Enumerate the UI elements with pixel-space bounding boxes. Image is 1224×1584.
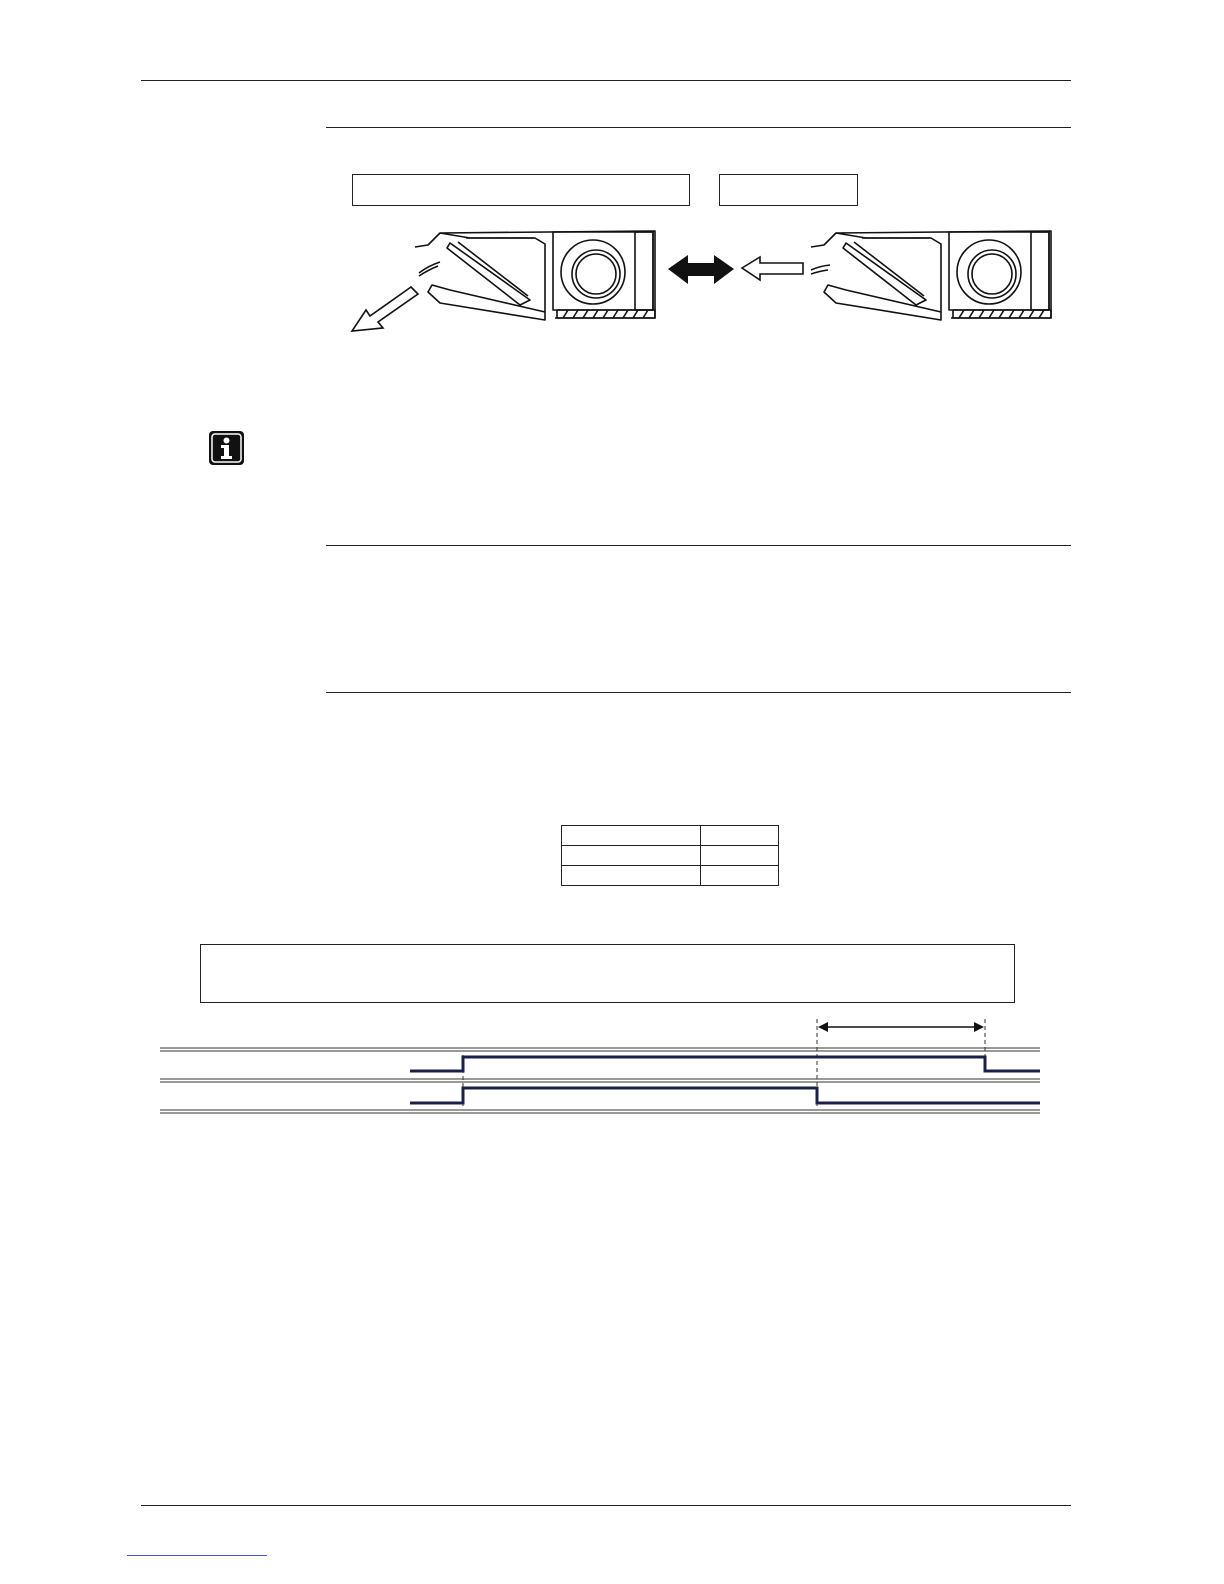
section-rule-3 bbox=[326, 692, 1071, 693]
arrow-left-icon bbox=[742, 257, 803, 280]
table-cell bbox=[701, 846, 779, 866]
signal-trace-1 bbox=[410, 1057, 1040, 1071]
table-cell bbox=[562, 846, 701, 866]
table-row bbox=[562, 846, 779, 866]
table-row bbox=[562, 866, 779, 886]
table-cell bbox=[562, 866, 701, 886]
footer-rule bbox=[141, 1505, 1071, 1506]
table-cell bbox=[701, 866, 779, 886]
duration-arrow bbox=[818, 1022, 984, 1032]
arrow-down-left-icon bbox=[352, 287, 418, 331]
table-row bbox=[562, 826, 779, 846]
unit-cross-section-figure bbox=[0, 0, 1224, 400]
double-arrow-icon bbox=[668, 255, 734, 284]
small-table bbox=[561, 825, 779, 886]
section-rule-2 bbox=[326, 545, 1071, 546]
table-cell bbox=[701, 826, 779, 846]
timing-caption-box bbox=[200, 944, 1015, 1003]
table-cell bbox=[562, 826, 701, 846]
info-icon bbox=[209, 431, 244, 465]
unit-left-drawing bbox=[415, 231, 655, 320]
footer-link-underline[interactable] bbox=[127, 1555, 267, 1556]
signal-trace-2 bbox=[410, 1088, 1040, 1103]
unit-right-drawing bbox=[811, 231, 1051, 320]
